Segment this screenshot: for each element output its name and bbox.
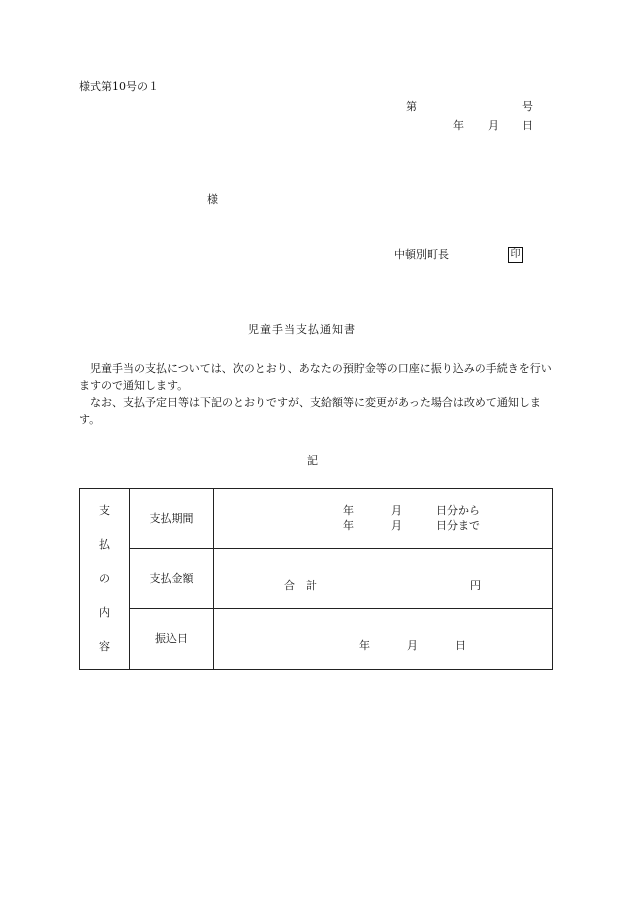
- notice-paragraph-2: なお、支払予定日等は下記のとおりですが、支給額等に変更があった場合は改めて通知します。: [79, 396, 541, 426]
- document-title: 児童手当支払通知書: [248, 323, 356, 336]
- notice-paragraph-1: 児童手当の支払については、次のとおり、あなたの預貯金等の口座に振り込みの手続きを行いますので通知します。: [79, 362, 552, 392]
- payment-contents-side-label: [80, 489, 130, 670]
- issue-date-month: 月: [488, 119, 499, 132]
- table-row: [80, 609, 553, 670]
- payment-period-label: 支払期間: [130, 489, 214, 549]
- side-label-char: の: [99, 572, 110, 585]
- seal-mark: 印: [508, 247, 523, 263]
- transfer-year: 年: [359, 639, 370, 652]
- period-to-day: 日分まで: [436, 519, 480, 532]
- side-label-char: 内: [99, 606, 110, 619]
- doc-number-prefix: 第: [406, 100, 417, 113]
- payment-period-value: [214, 489, 553, 549]
- side-label-char: 支: [99, 504, 110, 517]
- issuer-name: 中頓別町長: [394, 248, 449, 261]
- yen-unit: 円: [470, 579, 481, 592]
- notice-body: [79, 360, 557, 428]
- transfer-day: 日: [455, 639, 466, 652]
- period-from-day: 日分から: [436, 504, 480, 517]
- period-to-year: 年: [343, 519, 354, 532]
- doc-number-suffix: 号: [522, 100, 533, 113]
- issue-date-day: 日: [522, 119, 533, 132]
- payment-details-table: [79, 488, 553, 670]
- transfer-date-label: 振込日: [130, 609, 214, 670]
- table-row: [80, 489, 553, 549]
- table-row: [80, 549, 553, 609]
- side-label-char: 払: [99, 538, 110, 551]
- side-label-char: 容: [99, 640, 110, 653]
- period-to-month: 月: [391, 519, 402, 532]
- form-number: 様式第10号の１: [79, 80, 159, 93]
- period-from-year: 年: [343, 504, 354, 517]
- addressee-suffix: 様: [207, 193, 218, 206]
- transfer-month: 月: [407, 639, 418, 652]
- transfer-date-value: [214, 609, 553, 670]
- ki-heading: 記: [307, 454, 318, 467]
- issue-date-year: 年: [453, 119, 464, 132]
- payment-amount-value: [214, 549, 553, 609]
- total-label: 合 計: [284, 579, 317, 592]
- payment-amount-label: 支払金額: [130, 549, 214, 609]
- period-from-month: 月: [391, 504, 402, 517]
